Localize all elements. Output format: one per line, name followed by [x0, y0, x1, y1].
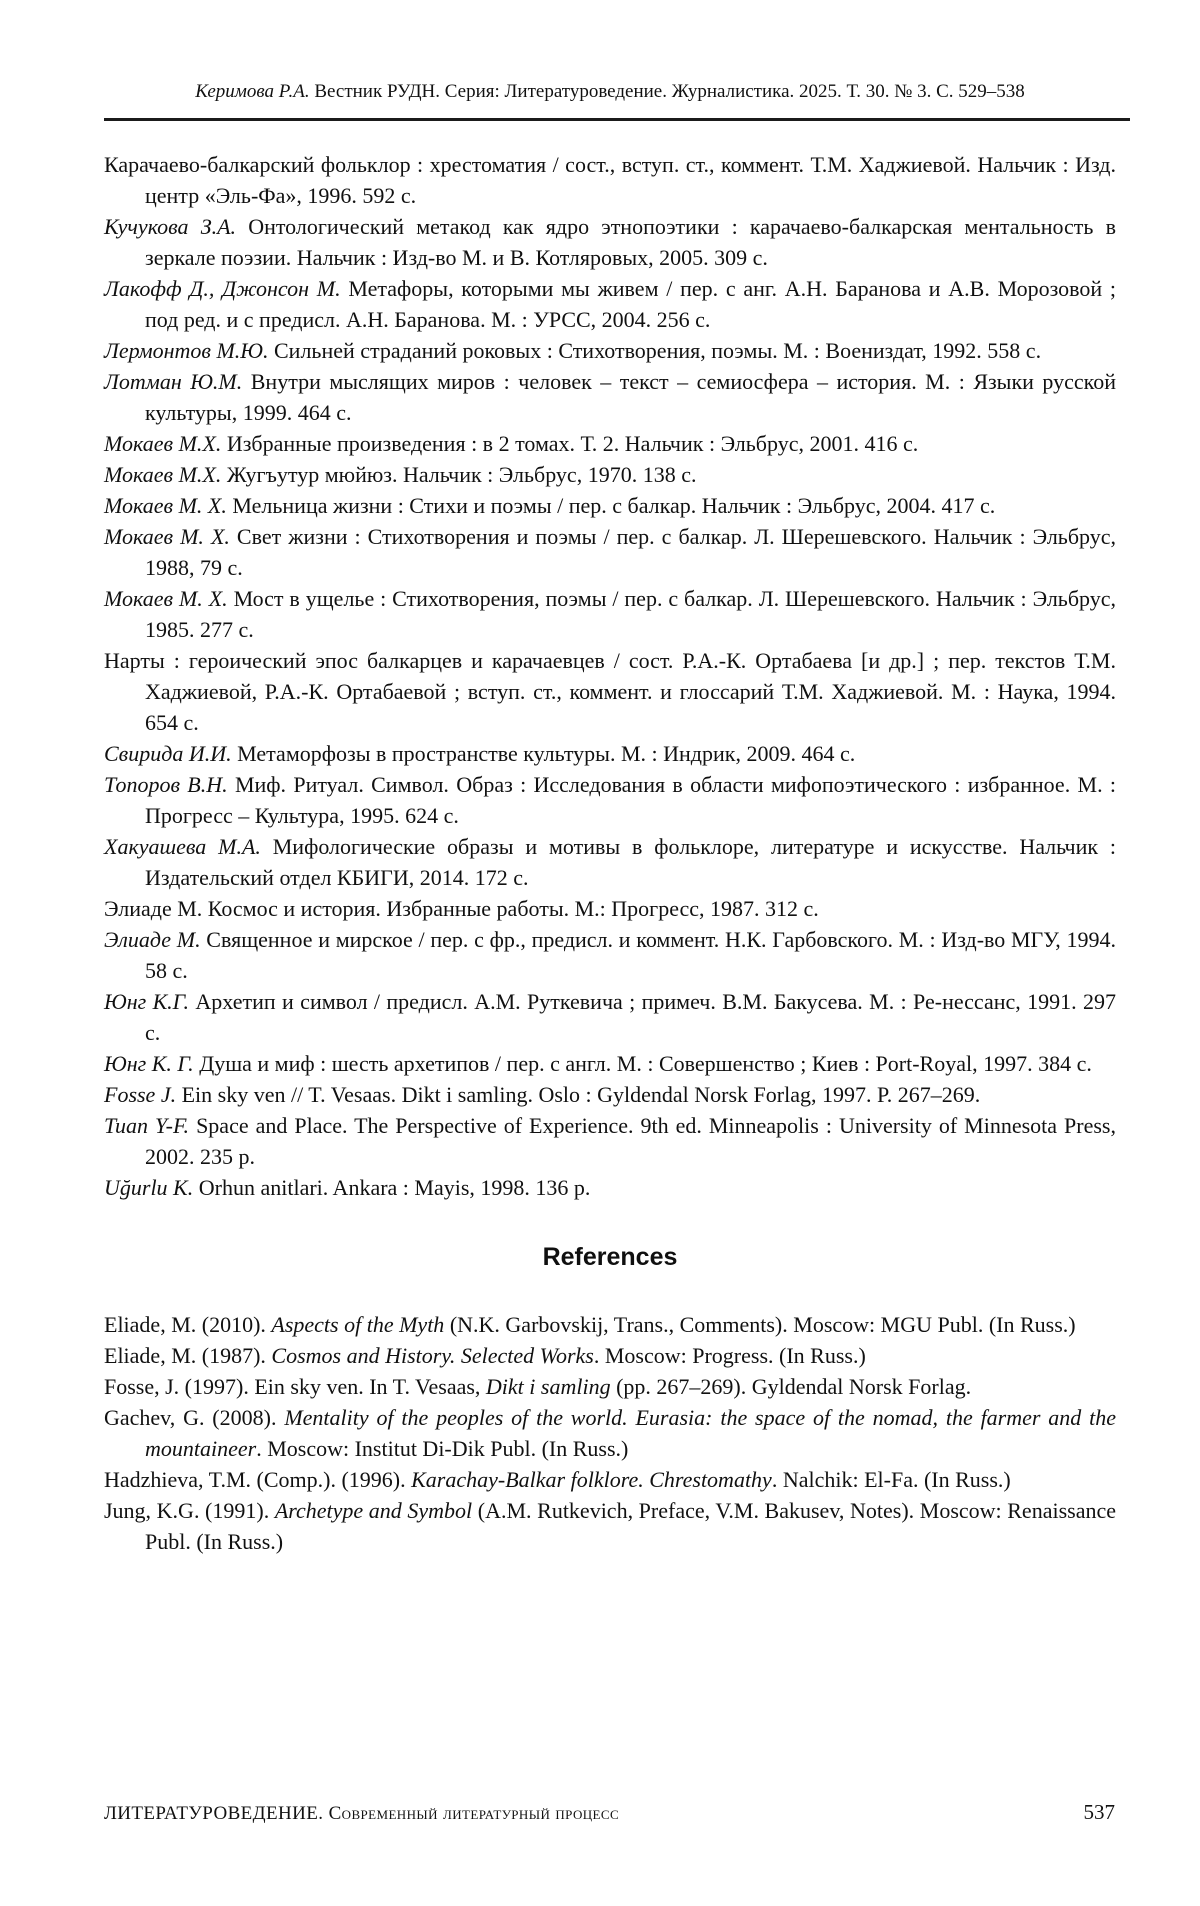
- italic-text-segment: Элиаде М.: [104, 927, 201, 952]
- text-segment: Мельница жизни : Стихи и поэмы / пер. с балкар. Нальчик : Эльбрус, 2004. 417 с.: [226, 493, 996, 518]
- text-segment: Метаморфозы в пространстве культуры. М. : Индрик, 2009. 464 с.: [231, 741, 856, 766]
- italic-text-segment: Uğurlu K.: [104, 1175, 194, 1200]
- reference-entry: [104, 1371, 1116, 1402]
- italic-text-segment: Кучукова З.А.: [104, 214, 237, 239]
- bibliography-entry: [104, 273, 1116, 335]
- text-segment: Jung, K.G. (1991).: [104, 1498, 275, 1523]
- italic-text-segment: Юнг К.Г.: [104, 989, 190, 1014]
- text-segment: Жугъутур мюйюз. Нальчик : Эльбрус, 1970. 138 с.: [221, 462, 697, 487]
- italic-text-segment: Mentality of the peoples of the world. Eurasia: the space of the nomad, the farmer and the mountaineer: [145, 1405, 1117, 1461]
- references-section: [104, 1309, 1116, 1557]
- italic-text-segment: Хакуашева М.А.: [104, 834, 261, 859]
- page-content: [104, 149, 1116, 1557]
- references-heading: References: [542, 1243, 678, 1271]
- italic-text-segment: Cosmos and History. Selected Works: [271, 1343, 594, 1368]
- bibliography-entry: [104, 1172, 1116, 1203]
- header-rule: [104, 118, 1130, 121]
- bibliography-entry: [104, 924, 1116, 986]
- italic-text-segment: Мокаев М.Х.: [104, 431, 222, 456]
- bibliography-entry: [104, 149, 1116, 211]
- italic-text-segment: Karachay-Balkar folklore. Chrestomathy: [411, 1467, 772, 1492]
- text-segment: Сильней страданий роковых : Стихотворения, поэмы. М. : Воениздат, 1992. 558 с.: [268, 338, 1042, 363]
- italic-text-segment: Мокаев М.Х.: [104, 462, 222, 487]
- text-segment: Карачаево-балкарский фольклор : хрестоматия / сост., вступ. ст., коммент. Т.М. Хаджиевой. Нальчик : Изд. центр «Эль-Фа», 1996. 592 с.: [104, 152, 1116, 208]
- bibliography-entry: [104, 1048, 1116, 1079]
- bibliography-entry: [104, 366, 1116, 428]
- text-segment: Архетип и символ / предисл. А.М. Руткевича ; примеч. В.М. Бакусева. М. : Ре-нессанс, 1991. 297 с.: [145, 989, 1116, 1045]
- bibliography-entry: [104, 1079, 1116, 1110]
- bibliography-entry: [104, 583, 1116, 645]
- text-segment: Space and Place. The Perspective of Experience. 9th ed. Minneapolis : University of Minnesota Press, 2002. 235 p.: [145, 1113, 1116, 1169]
- bibliography-entry: [104, 1110, 1116, 1172]
- italic-text-segment: Керимова Р.А.: [195, 81, 310, 102]
- bibliography-entry: [104, 645, 1116, 738]
- italic-text-segment: Юнг К. Г.: [104, 1051, 194, 1076]
- italic-text-segment: Fosse J.: [104, 1082, 177, 1107]
- text-segment: . Moscow: Progress. (In Russ.): [593, 1343, 866, 1368]
- text-segment: Нарты : героический эпос балкарцев и карачаевцев / сост. Р.А.-К. Ортабаева [и др.] ; пер. текстов Т.М. Хаджиевой, Р.А.-К. Ортабаевой ; вступ. ст., коммент. и глоссарий Т.М. Хаджиевой. М. : Наука, 1994. 654 с.: [104, 648, 1116, 735]
- text-segment: . Moscow: Institut Di-Dik Publ. (In Russ.): [256, 1436, 629, 1461]
- page-footer: [104, 1800, 1115, 1825]
- bibliography-section: [104, 149, 1116, 1203]
- text-segment: Внутри мыслящих миров : человек – текст – семиосфера – история. М. : Языки русской культуры, 1999. 464 с.: [145, 369, 1116, 425]
- text-segment: Священное и мирское / пер. с фр., предисл. и коммент. Н.К. Гарбовского. М. : Изд-во МГУ, 1994. 58 с.: [145, 927, 1116, 983]
- italic-text-segment: Лермонтов М.Ю.: [104, 338, 269, 363]
- text-segment: Eliade, M. (1987).: [104, 1343, 272, 1368]
- text-segment: Fosse, J. (1997). Ein sky ven. In T. Vesaas,: [104, 1374, 486, 1399]
- italic-text-segment: Мокаев М. Х.: [104, 586, 228, 611]
- italic-text-segment: Tuan Y-F.: [104, 1113, 190, 1138]
- italic-text-segment: Мокаев М. Х.: [104, 493, 227, 518]
- italic-text-segment: Свирида И.И.: [104, 741, 232, 766]
- bibliography-entry: [104, 986, 1116, 1048]
- text-segment: Hadzhieva, T.M. (Comp.). (1996).: [104, 1467, 412, 1492]
- footer-page-number: 537: [1083, 1800, 1115, 1824]
- text-segment: Метафоры, которыми мы живем / пер. с анг. А.Н. Баранова и А.В. Морозовой ; под ред. и с предисл. А.Н. Баранова. М. : УРСС, 2004. 256 с.: [145, 276, 1117, 332]
- text-segment: Мост в ущелье : Стихотворения, поэмы / пер. с балкар. Л. Шерешевского. Нальчик : Эльбрус, 1985. 277 с.: [145, 586, 1116, 642]
- text-segment: . Nalchik: El-Fa. (In Russ.): [771, 1467, 1011, 1492]
- bibliography-entry: [104, 831, 1116, 893]
- italic-text-segment: Aspects of the Myth: [271, 1312, 445, 1337]
- text-segment: (A.M. Rutkevich, Preface, V.M. Bakusev, Notes). Moscow: Renaissance Publ. (In Russ.): [145, 1498, 1116, 1554]
- text-segment: Элиаде М. Космос и история. Избранные работы. М.: Прогресс, 1987. 312 с.: [104, 896, 819, 921]
- italic-text-segment: Топоров В.Н.: [104, 772, 228, 797]
- running-head: [104, 80, 1116, 104]
- reference-entry: [104, 1495, 1116, 1557]
- bibliography-entry: [104, 459, 1116, 490]
- text-segment: Ein sky ven // T. Vesaas. Dikt i samling. Oslo : Gyldendal Norsk Forlag, 1997. P. 267–269.: [176, 1082, 981, 1107]
- bibliography-entry: [104, 490, 1116, 521]
- text-segment: Вестник РУДН. Серия: Литературоведение. Журналистика. 2025. Т. 30. № 3. С. 529–538: [309, 81, 1025, 102]
- italic-text-segment: Мокаев М. Х.: [104, 524, 230, 549]
- reference-entry: [104, 1464, 1116, 1495]
- reference-entry: [104, 1402, 1116, 1464]
- text-segment: Gachev, G. (2008).: [104, 1405, 285, 1430]
- italic-text-segment: Dikt i samling: [485, 1374, 611, 1399]
- text-segment: Миф. Ритуал. Символ. Образ : Исследования в области мифопоэтического : избранное. М. : Прогресс – Культура, 1995. 624 с.: [145, 772, 1116, 828]
- text-segment: Свет жизни : Стихотворения и поэмы / пер. с балкар. Л. Шерешевского. Нальчик : Эльбрус, 1988, 79 с.: [145, 524, 1116, 580]
- reference-entry: [104, 1309, 1116, 1340]
- italic-text-segment: Archetype and Symbol: [274, 1498, 473, 1523]
- bibliography-entry: [104, 738, 1116, 769]
- text-segment: Онтологический метакод как ядро этнопоэтики : карачаево-балкарская ментальность в зеркале поэзии. Нальчик : Изд-во М. и В. Котляровых, 2005. 309 с.: [145, 214, 1116, 270]
- text-segment: Orhun anitlari. Ankara : Mayis, 1998. 136 p.: [193, 1175, 591, 1200]
- text-segment: (N.K. Garbovskij, Trans., Comments). Moscow: MGU Publ. (In Russ.): [444, 1312, 1076, 1337]
- bibliography-entry: [104, 335, 1116, 366]
- bibliography-entry: [104, 521, 1116, 583]
- reference-entry: [104, 1340, 1116, 1371]
- bibliography-entry: [104, 211, 1116, 273]
- footer-subsection-label: Современный литературный процесс: [328, 1803, 620, 1824]
- bibliography-entry: [104, 769, 1116, 831]
- bibliography-entry: [104, 428, 1116, 459]
- text-segment: (pp. 267–269). Gyldendal Norsk Forlag.: [610, 1374, 972, 1399]
- bibliography-entry: [104, 893, 1116, 924]
- footer-section-label: ЛИТЕРАТУРОВЕДЕНИЕ.: [104, 1803, 329, 1824]
- text-segment: Избранные произведения : в 2 томах. Т. 2. Нальчик : Эльбрус, 2001. 416 с.: [221, 431, 919, 456]
- text-segment: Eliade, M. (2010).: [104, 1312, 272, 1337]
- footer-section-title: [104, 1803, 619, 1825]
- text-segment: Душа и миф : шесть архетипов / пер. с англ. М. : Совершенство ; Киев : Port-Royal, 1997. 384 с.: [193, 1051, 1092, 1076]
- italic-text-segment: Лотман Ю.М.: [104, 369, 243, 394]
- text-segment: Мифологические образы и мотивы в фольклоре, литературе и искусстве. Нальчик : Издательский отдел КБИГИ, 2014. 172 с.: [145, 834, 1116, 890]
- italic-text-segment: Лакофф Д., Джонсон М.: [104, 276, 341, 301]
